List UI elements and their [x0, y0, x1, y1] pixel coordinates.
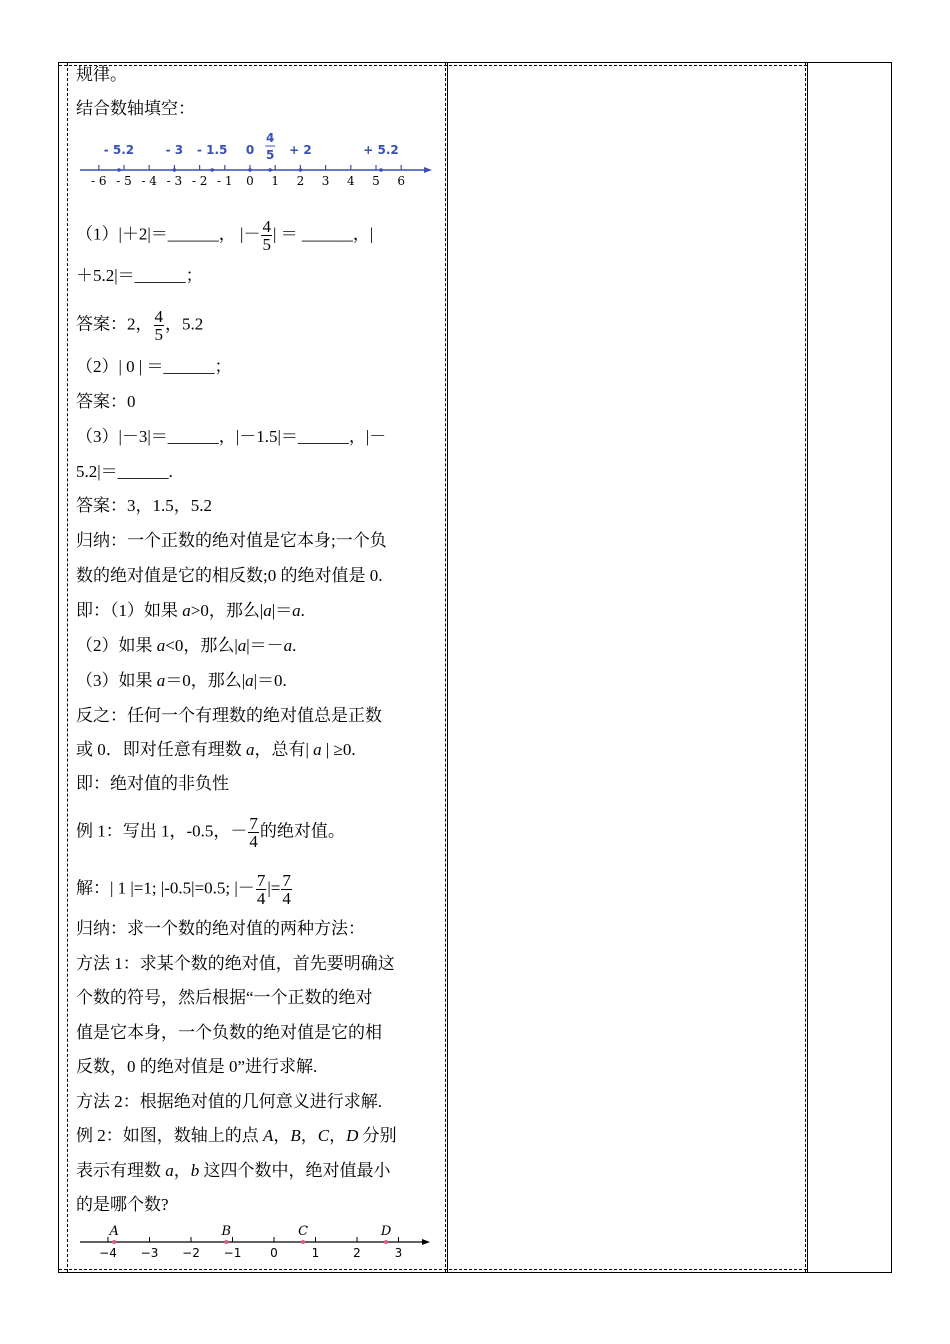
fraction-numerator: 7: [249, 814, 258, 833]
tick-label: 3: [321, 174, 330, 188]
point-dot: [384, 1240, 388, 1244]
axis-arrow: [424, 167, 432, 173]
point-label: B: [221, 1224, 232, 1239]
tick-label: −3: [140, 1246, 159, 1260]
point-label: + 2: [289, 143, 312, 157]
tick-label: −4: [99, 1246, 117, 1260]
var-a: a: [263, 601, 272, 620]
q1-part-b: | ＝ ______，|: [272, 224, 374, 244]
rule-2: [76, 635, 296, 657]
question-3: （3）|－3|＝______，|－1.5|＝______，|－: [76, 427, 387, 446]
summary-line: 归纳：一个正数的绝对值是它本身;一个负: [76, 531, 387, 550]
point-dot: [210, 168, 214, 172]
fraction-seven-fourths: [281, 872, 292, 907]
text: 表示有理数: [76, 1161, 166, 1180]
text-line: 方法 2：根据绝对值的几何意义进行求解.: [76, 1092, 382, 1111]
solution-1: [76, 872, 293, 907]
point-dot: [248, 168, 252, 172]
example-2: [76, 1125, 397, 1147]
point-dot: [379, 168, 383, 172]
point-dot: [173, 168, 177, 172]
text-line: 值是它本身，一个负数的绝对值是它的相: [76, 1023, 382, 1042]
tick-label: 4: [346, 174, 355, 188]
text-line: 归纳：求一个数的绝对值的两种方法：: [76, 919, 365, 938]
point-dot: [112, 1240, 116, 1244]
fraction-denominator: 4: [282, 889, 291, 908]
fraction-seven-fourths: [256, 872, 267, 907]
text-line: ＋5.2|＝______；: [76, 266, 203, 285]
example-2-cont: [76, 1160, 391, 1182]
point-label: + 5.2: [363, 143, 399, 157]
text: |＝0.: [253, 671, 287, 690]
converse-line-2: [76, 739, 356, 761]
var-a: a: [292, 601, 301, 620]
text: 例 2：如图，数轴上的点: [76, 1126, 263, 1145]
cell-border-bottom: [59, 1269, 807, 1270]
point-label: D: [380, 1224, 392, 1239]
var-a: a: [156, 671, 166, 690]
question-1: [76, 218, 373, 253]
question-3-cont: 5.2|＝______.: [76, 462, 173, 481]
answer-1-b: ，5.2: [165, 314, 204, 334]
tick-label: - 5: [116, 174, 132, 188]
summary-line: 数的绝对值是它的相反数;0 的绝对值是 0.: [76, 566, 383, 585]
var-a: a: [283, 636, 293, 655]
point-dot: [268, 168, 272, 172]
text: | ≥0.: [321, 740, 356, 759]
tick-label: 1: [271, 174, 280, 188]
text: 的绝对值。: [259, 821, 345, 841]
point-dot: [224, 1240, 228, 1244]
fraction-denominator: 4: [256, 889, 266, 908]
text: ，: [329, 1126, 347, 1145]
text: ，总有|: [254, 740, 314, 759]
tick-label: 1: [311, 1246, 320, 1260]
var-a: a: [245, 671, 254, 690]
text: 即：（1）如果: [76, 601, 183, 620]
text: 这四个数中，绝对值最小: [199, 1161, 391, 1180]
point-label: - 1.5: [196, 143, 228, 157]
fraction-denominator: 5: [262, 235, 271, 254]
text: 解：| 1 |=1; |-0.5|=0.5; |－: [76, 878, 255, 898]
point-label: - 5.2: [103, 143, 135, 157]
text: |＝: [271, 601, 293, 620]
point-dot: [301, 1240, 305, 1244]
fraction-denominator: 4: [249, 832, 258, 851]
text: ，: [300, 1126, 318, 1145]
point-name: A: [263, 1126, 274, 1145]
point-label: - 3: [165, 143, 184, 157]
answer-1-a: 答案：2，: [76, 314, 153, 334]
question-2: （2）| 0 | ＝______；: [76, 357, 232, 376]
text: （2）如果: [76, 636, 157, 655]
example-1: [76, 815, 345, 850]
text: .: [292, 636, 297, 655]
column-divider-1: [447, 63, 448, 1272]
fraction-denominator: 5: [154, 325, 163, 344]
fraction-four-fifths: [261, 218, 272, 253]
point-name: D: [346, 1126, 359, 1145]
point-name: C: [317, 1126, 330, 1145]
tick-label: 2: [353, 1246, 361, 1260]
tick-label: −1: [223, 1246, 242, 1260]
text-line: 规律。: [76, 65, 127, 84]
point-dot: [117, 168, 121, 172]
cell-border-mid-right: [805, 63, 806, 1272]
text: ，: [273, 1126, 291, 1145]
text: （3）如果: [76, 671, 157, 690]
text-line: 方法 1：求某个数的绝对值，首先要明确这: [76, 954, 395, 973]
var-a: a: [165, 1161, 174, 1180]
text: |=: [267, 878, 281, 898]
fraction-seven-fourths: [248, 815, 259, 850]
text: |＝－: [246, 636, 284, 655]
tick-label: - 1: [217, 174, 233, 188]
tick-label: 5: [372, 174, 380, 188]
text: <0，那么|: [165, 636, 238, 655]
point-name: B: [290, 1126, 301, 1145]
text-line: 即：绝对值的非负性: [76, 774, 229, 793]
fraction-numerator: 7: [256, 871, 266, 890]
text: .: [300, 601, 305, 620]
cell-border-top: [59, 65, 807, 66]
var-b: b: [190, 1161, 200, 1180]
text-line: 结合数轴填空：: [76, 99, 195, 118]
text: ＝0，那么|: [165, 671, 246, 690]
tick-label: −2: [182, 1246, 200, 1260]
tick-label: 0: [246, 174, 254, 188]
rule-3: [76, 670, 287, 692]
number-line-1: [76, 130, 436, 188]
point-label: 0: [245, 143, 255, 157]
text: >0，那么|: [190, 601, 264, 620]
axis-arrow: [422, 1239, 430, 1245]
fraction-numerator: 4: [154, 307, 163, 326]
tick-label: - 2: [191, 174, 208, 188]
tick-label: 0: [270, 1246, 278, 1260]
var-a: a: [156, 636, 166, 655]
converse-line: 反之：任何一个有理数的绝对值总是正数: [76, 706, 382, 725]
tick-label: - 3: [166, 174, 183, 188]
fraction-numerator: 4: [262, 217, 271, 236]
text: 分别: [358, 1126, 397, 1145]
answer-3: 答案：3，1.5，5.2: [76, 496, 212, 515]
tick-label: 3: [394, 1246, 403, 1260]
tick-label: - 6: [91, 174, 107, 188]
var-a: a: [182, 601, 191, 620]
text-line: 个数的符号，然后根据“一个正数的绝对: [76, 988, 373, 1007]
cell-border-mid-left: [445, 63, 446, 1272]
cell-border-left: [67, 63, 68, 1272]
var-a: a: [237, 636, 247, 655]
tick-label: - 4: [141, 174, 157, 188]
var-a: a: [246, 740, 255, 759]
point-label: A: [109, 1224, 119, 1239]
fraction-numerator: 7: [282, 871, 291, 890]
rule-1: [76, 600, 305, 622]
answer-2: 答案：0: [76, 392, 136, 411]
tick-label: 2: [296, 174, 305, 188]
column-divider-2: [807, 63, 808, 1272]
number-line-2: [76, 1224, 436, 1264]
fraction-numerator: 4: [265, 131, 275, 145]
answer-1: [76, 308, 203, 343]
fraction-denominator: 5: [265, 148, 275, 162]
text: 例 1：写出 1，-0.5，－: [76, 821, 248, 841]
text-line: 反数，0 的绝对值是 0”进行求解.: [76, 1057, 318, 1076]
fraction-four-fifths: [154, 308, 165, 343]
var-a: a: [313, 740, 322, 759]
point-dot: [299, 168, 303, 172]
text: ，: [173, 1161, 191, 1180]
text-line: 的是哪个数?: [76, 1195, 169, 1214]
text: 或 0．即对任意有理数: [76, 740, 246, 759]
q1-part-a: （1）|＋2|＝______， |－: [76, 224, 261, 244]
tick-label: 6: [397, 174, 406, 188]
point-label: C: [298, 1224, 309, 1239]
